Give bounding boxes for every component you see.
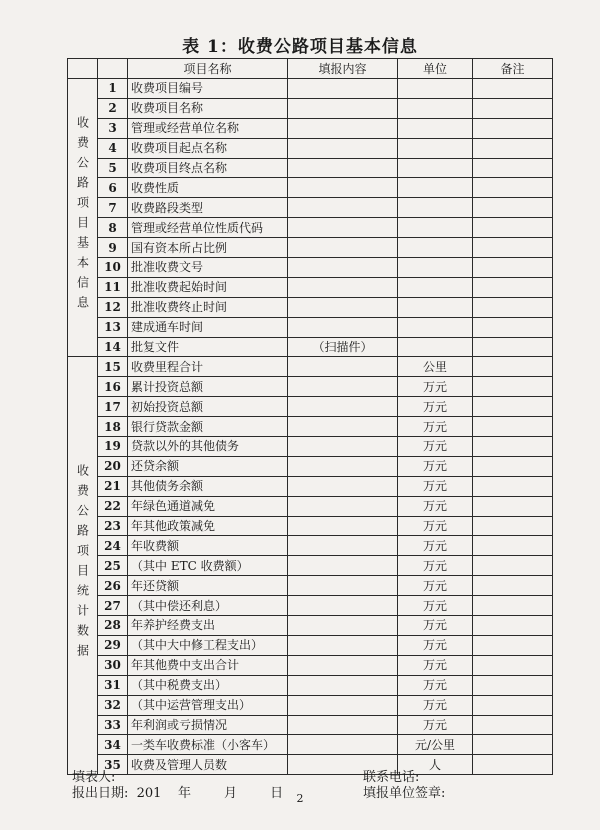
header-blank-section	[68, 59, 98, 79]
row-unit: 万元	[398, 715, 473, 735]
row-fill-content: （扫描件）	[288, 337, 398, 357]
row-item-name: 年利润或亏损情况	[128, 715, 288, 735]
row-fill-content	[288, 317, 398, 337]
row-fill-content	[288, 218, 398, 238]
row-unit: 万元	[398, 476, 473, 496]
row-note	[473, 178, 553, 198]
row-number: 16	[98, 377, 128, 397]
row-item-name: 银行贷款金额	[128, 417, 288, 437]
row-item-name: 年收费额	[128, 536, 288, 556]
phone-label: 联系电话:	[363, 770, 420, 785]
row-unit: 万元	[398, 675, 473, 695]
row-number: 31	[98, 675, 128, 695]
table-row	[68, 576, 553, 596]
table-row	[68, 735, 553, 755]
row-unit	[398, 178, 473, 198]
row-item-name: 还贷余额	[128, 456, 288, 476]
table-row	[68, 198, 553, 218]
row-unit: 万元	[398, 556, 473, 576]
table-row	[68, 695, 553, 715]
row-number: 3	[98, 118, 128, 138]
row-number: 9	[98, 238, 128, 258]
row-unit	[398, 218, 473, 238]
row-number: 22	[98, 496, 128, 516]
table-row	[68, 616, 553, 636]
row-number: 4	[98, 138, 128, 158]
row-unit: 万元	[398, 576, 473, 596]
row-fill-content	[288, 437, 398, 457]
row-number: 30	[98, 655, 128, 675]
row-note	[473, 556, 553, 576]
row-number: 26	[98, 576, 128, 596]
row-fill-content	[288, 178, 398, 198]
table-row	[68, 357, 553, 377]
table-row	[68, 417, 553, 437]
table-row	[68, 556, 553, 576]
row-note	[473, 258, 553, 278]
row-unit	[398, 337, 473, 357]
row-unit: 万元	[398, 516, 473, 536]
row-fill-content	[288, 735, 398, 755]
table-row	[68, 476, 553, 496]
table-row	[68, 337, 553, 357]
row-item-name: （其中 ETC 收费额）	[128, 556, 288, 576]
row-item-name: 初始投资总额	[128, 397, 288, 417]
row-item-name: 管理或经营单位性质代码	[128, 218, 288, 238]
report-date-label: 报出日期: 201 年 月 日	[72, 786, 284, 801]
row-item-name: 国有资本所占比例	[128, 238, 288, 258]
row-fill-content	[288, 695, 398, 715]
row-unit: 万元	[398, 397, 473, 417]
row-note	[473, 496, 553, 516]
row-item-name: 其他债务余额	[128, 476, 288, 496]
row-note	[473, 158, 553, 178]
row-number: 5	[98, 158, 128, 178]
row-note	[473, 337, 553, 357]
table-row	[68, 755, 553, 775]
row-unit: 万元	[398, 496, 473, 516]
row-unit	[398, 277, 473, 297]
unit-seal-label: 填报单位签章:	[363, 786, 446, 801]
row-fill-content	[288, 476, 398, 496]
row-note	[473, 357, 553, 377]
row-fill-content	[288, 198, 398, 218]
row-item-name: 年其他政策减免	[128, 516, 288, 536]
row-note	[473, 297, 553, 317]
header-unit: 单位	[398, 59, 473, 79]
row-note	[473, 397, 553, 417]
row-note	[473, 675, 553, 695]
table-row	[68, 536, 553, 556]
row-fill-content	[288, 158, 398, 178]
row-item-name: 一类车收费标准（小客车）	[128, 735, 288, 755]
table-row	[68, 377, 553, 397]
filler-label: 填表人:	[72, 770, 116, 785]
table-row	[68, 437, 553, 457]
table-row	[68, 496, 553, 516]
row-number: 20	[98, 456, 128, 476]
row-number: 10	[98, 258, 128, 278]
row-item-name: 年其他费中支出合计	[128, 655, 288, 675]
row-fill-content	[288, 397, 398, 417]
table-row	[68, 596, 553, 616]
row-number: 1	[98, 79, 128, 99]
row-fill-content	[288, 456, 398, 476]
row-item-name: 批准收费起始时间	[128, 277, 288, 297]
section-label-basic	[68, 79, 98, 357]
row-note	[473, 98, 553, 118]
row-item-name: 收费路段类型	[128, 198, 288, 218]
row-item-name: （其中偿还利息）	[128, 596, 288, 616]
row-item-name: 贷款以外的其他债务	[128, 437, 288, 457]
table-row	[68, 258, 553, 278]
row-item-name: （其中税费支出）	[128, 675, 288, 695]
row-fill-content	[288, 655, 398, 675]
row-note	[473, 755, 553, 775]
row-item-name: 批复文件	[128, 337, 288, 357]
row-note	[473, 596, 553, 616]
row-note	[473, 118, 553, 138]
info-table	[67, 58, 553, 775]
row-number: 28	[98, 616, 128, 636]
row-unit	[398, 118, 473, 138]
row-fill-content	[288, 277, 398, 297]
row-number: 14	[98, 337, 128, 357]
row-fill-content	[288, 616, 398, 636]
row-fill-content	[288, 715, 398, 735]
table-row	[68, 675, 553, 695]
row-note	[473, 635, 553, 655]
row-unit: 万元	[398, 536, 473, 556]
header-fill-content: 填报内容	[288, 59, 398, 79]
row-item-name: 管理或经营单位名称	[128, 118, 288, 138]
row-fill-content	[288, 516, 398, 536]
row-fill-content	[288, 576, 398, 596]
table-title: 表 1：收费公路项目基本信息	[182, 37, 418, 57]
row-note	[473, 218, 553, 238]
row-item-name: 收费项目起点名称	[128, 138, 288, 158]
table-row	[68, 118, 553, 138]
row-number: 27	[98, 596, 128, 616]
row-fill-content	[288, 357, 398, 377]
row-fill-content	[288, 138, 398, 158]
row-unit	[398, 238, 473, 258]
row-number: 8	[98, 218, 128, 238]
row-unit: 万元	[398, 695, 473, 715]
row-note	[473, 456, 553, 476]
row-item-name: 批准收费文号	[128, 258, 288, 278]
table-row	[68, 456, 553, 476]
row-note	[473, 715, 553, 735]
row-note	[473, 198, 553, 218]
row-unit: 万元	[398, 596, 473, 616]
row-note	[473, 238, 553, 258]
row-unit	[398, 79, 473, 99]
row-number: 7	[98, 198, 128, 218]
row-note	[473, 138, 553, 158]
row-fill-content	[288, 297, 398, 317]
row-note	[473, 516, 553, 536]
section-label-text: 收费公路项目统计数据	[75, 464, 90, 665]
row-unit	[398, 138, 473, 158]
row-unit: 人	[398, 755, 473, 775]
header-note: 备注	[473, 59, 553, 79]
row-number: 18	[98, 417, 128, 437]
row-fill-content	[288, 635, 398, 655]
table-row	[68, 397, 553, 417]
row-unit: 万元	[398, 616, 473, 636]
table-body	[68, 79, 553, 775]
row-note	[473, 616, 553, 636]
row-note	[473, 576, 553, 596]
row-number: 21	[98, 476, 128, 496]
row-number: 17	[98, 397, 128, 417]
row-unit	[398, 98, 473, 118]
table-row	[68, 218, 553, 238]
row-note	[473, 536, 553, 556]
row-number: 19	[98, 437, 128, 457]
row-item-name: 累计投资总额	[128, 377, 288, 397]
row-unit: 万元	[398, 377, 473, 397]
row-item-name: 建成通车时间	[128, 317, 288, 337]
row-number: 29	[98, 635, 128, 655]
row-fill-content	[288, 79, 398, 99]
row-item-name: 年绿色通道减免	[128, 496, 288, 516]
row-number: 12	[98, 297, 128, 317]
row-unit: 万元	[398, 437, 473, 457]
table-row	[68, 138, 553, 158]
table-row	[68, 516, 553, 536]
row-item-name: 收费项目终点名称	[128, 158, 288, 178]
row-fill-content	[288, 258, 398, 278]
table-row	[68, 317, 553, 337]
row-unit	[398, 317, 473, 337]
table-row	[68, 178, 553, 198]
row-note	[473, 476, 553, 496]
row-fill-content	[288, 675, 398, 695]
row-number: 34	[98, 735, 128, 755]
row-note	[473, 317, 553, 337]
row-number: 25	[98, 556, 128, 576]
row-note	[473, 735, 553, 755]
row-unit	[398, 158, 473, 178]
row-fill-content	[288, 98, 398, 118]
row-fill-content	[288, 596, 398, 616]
table-row	[68, 297, 553, 317]
row-unit: 万元	[398, 635, 473, 655]
row-unit	[398, 198, 473, 218]
table-row	[68, 79, 553, 99]
row-item-name: 年还贷额	[128, 576, 288, 596]
row-note	[473, 377, 553, 397]
row-number: 24	[98, 536, 128, 556]
row-fill-content	[288, 556, 398, 576]
row-item-name: 收费项目编号	[128, 79, 288, 99]
row-fill-content	[288, 536, 398, 556]
row-fill-content	[288, 118, 398, 138]
header-item-name: 项目名称	[128, 59, 288, 79]
row-number: 32	[98, 695, 128, 715]
row-item-name: 收费项目名称	[128, 98, 288, 118]
row-number: 33	[98, 715, 128, 735]
row-note	[473, 437, 553, 457]
row-unit: 元/公里	[398, 735, 473, 755]
row-number: 23	[98, 516, 128, 536]
row-fill-content	[288, 496, 398, 516]
page-number: 2	[296, 792, 304, 805]
row-number: 6	[98, 178, 128, 198]
row-number: 13	[98, 317, 128, 337]
row-item-name: 年养护经费支出	[128, 616, 288, 636]
table-row	[68, 158, 553, 178]
row-unit	[398, 297, 473, 317]
row-fill-content	[288, 238, 398, 258]
row-fill-content	[288, 377, 398, 397]
table-row	[68, 655, 553, 675]
row-item-name: （其中大中修工程支出）	[128, 635, 288, 655]
row-item-name: 收费性质	[128, 178, 288, 198]
row-number: 2	[98, 98, 128, 118]
table-header-row	[68, 59, 553, 79]
header-blank-number	[98, 59, 128, 79]
section-label-stats	[68, 357, 98, 775]
row-note	[473, 79, 553, 99]
table-row	[68, 238, 553, 258]
table-row	[68, 715, 553, 735]
row-item-name: 批准收费终止时间	[128, 297, 288, 317]
row-unit	[398, 258, 473, 278]
row-unit: 公里	[398, 357, 473, 377]
row-item-name: 收费及管理人员数	[128, 755, 288, 775]
row-number: 11	[98, 277, 128, 297]
row-number: 15	[98, 357, 128, 377]
row-note	[473, 655, 553, 675]
row-unit: 万元	[398, 417, 473, 437]
row-unit: 万元	[398, 655, 473, 675]
table-row	[68, 98, 553, 118]
row-item-name: （其中运营管理支出）	[128, 695, 288, 715]
row-number: 35	[98, 755, 128, 775]
row-unit: 万元	[398, 456, 473, 476]
row-note	[473, 695, 553, 715]
row-fill-content	[288, 417, 398, 437]
table-row	[68, 635, 553, 655]
table-row	[68, 277, 553, 297]
row-note	[473, 417, 553, 437]
section-label-text: 收费公路项目基本信息	[75, 116, 90, 317]
row-note	[473, 277, 553, 297]
row-item-name: 收费里程合计	[128, 357, 288, 377]
